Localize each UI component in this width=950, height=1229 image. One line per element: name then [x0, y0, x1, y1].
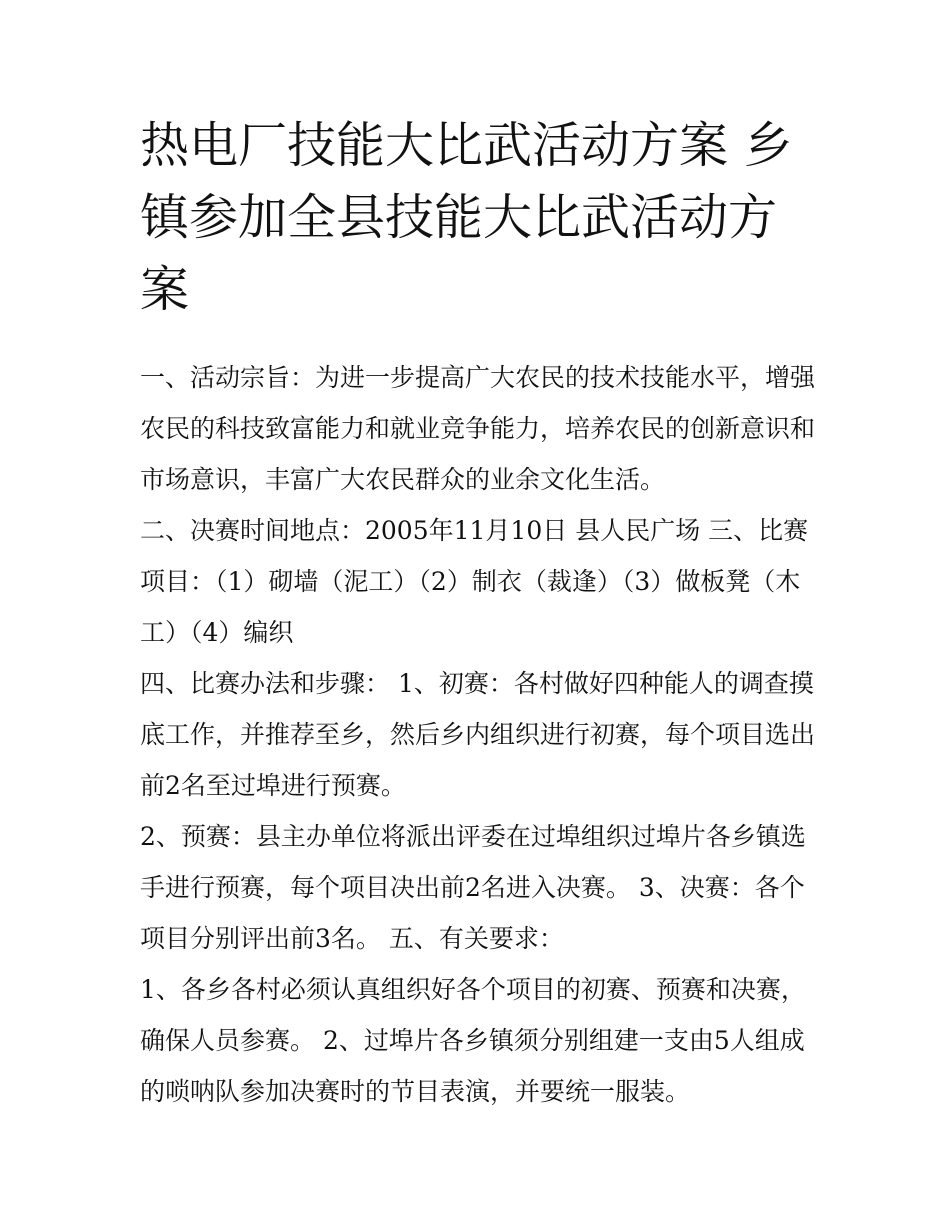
paragraph-prelim-final: 2、预赛：县主办单位将派出评委在过埠组织过埠片各乡镇选手进行预赛，每个项目决出前2名进入决赛。 3、决赛：各个项目分别评出前3名。 五、有关要求： [140, 822, 806, 953]
paragraph-time-venue-items: 二、决赛时间地点：2005年11月10日 县人民广场 三、比赛项目：（1）砌墙（泥工）（2）制衣（裁逢）（3）做板凳（木工）（4）编织 [140, 516, 809, 647]
paragraph-methods: 四、比赛办法和步骤： 1、初赛：各村做好四种能人的调查摸底工作，并推荐至乡，然后乡内组织进行初赛，每个项目选出前2名至过埠进行预赛。 [140, 669, 816, 800]
document-title: 热电厂技能大比武活动方案 乡镇参加全县技能大比武活动方案 [140, 117, 793, 318]
paragraph-purpose: 一、活动宗旨：为进一步提高广大农民的技术技能水平，增强农民的科技致富能力和就业竞争能力，培养农民的创新意识和市场意识，丰富广大农民群众的业余文化生活。 [140, 363, 816, 494]
paragraph-requirements: 1、各乡各村必须认真组织好各个项目的初赛、预赛和决赛，确保人员参赛。 2、过埠片各乡镇须分别组建一支由5人组成的唢呐队参加决赛时的节目表演，并要统一服装。 [140, 975, 806, 1106]
